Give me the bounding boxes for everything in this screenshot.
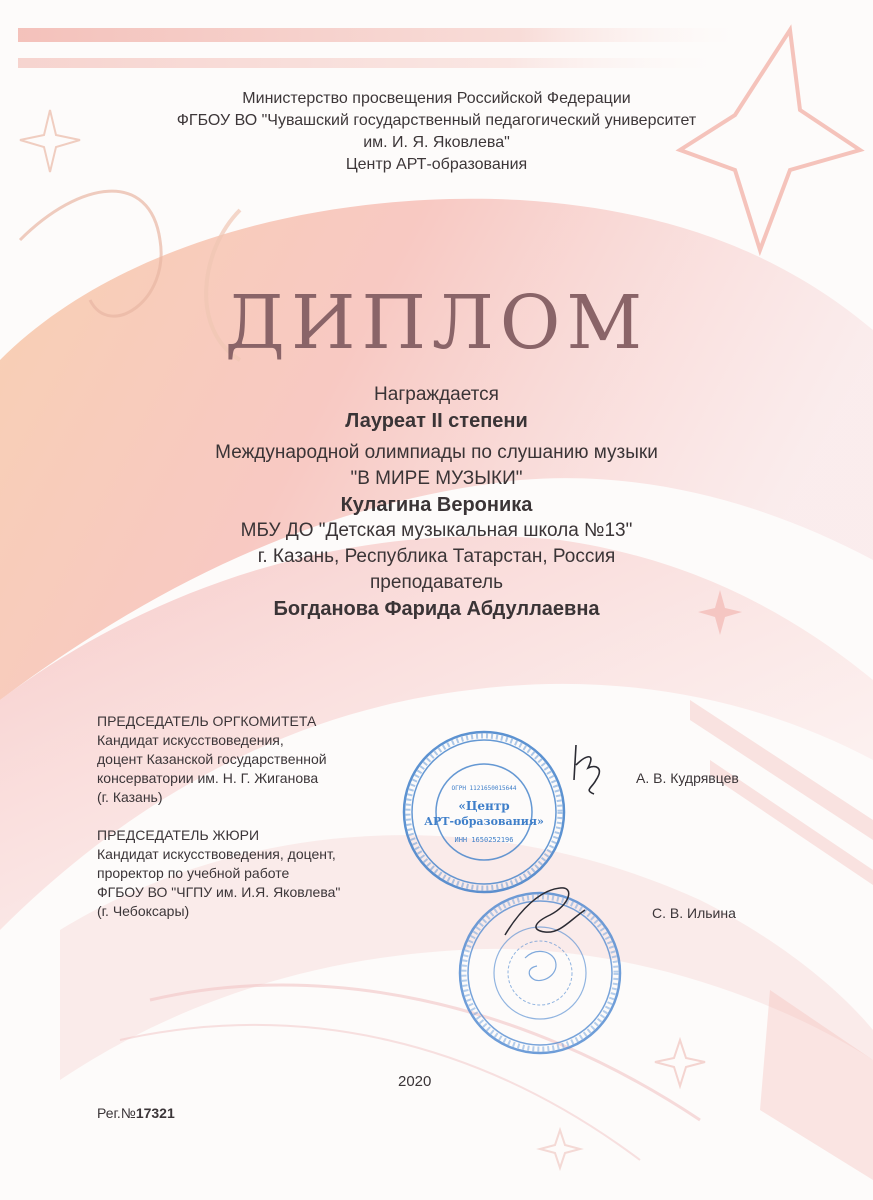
award-rank: Лауреат II степени [345, 410, 528, 432]
sig-line: ФГБОУ ВО "ЧГПУ им. И.Я. Яковлева" [97, 884, 341, 900]
university-name-line: им. И. Я. Яковлева" [363, 134, 510, 151]
year: 2020 [398, 1073, 432, 1090]
handwritten-signature-2 [500, 880, 590, 950]
handwritten-signature-1 [566, 740, 616, 800]
teacher-name: Богданова Фарида Абдуллаевна [273, 598, 600, 620]
signature-block-orgcommittee [97, 712, 327, 807]
ministry-line: Министерство просвещения Российской Федерации [242, 90, 631, 107]
star-shape-4 [655, 1040, 705, 1086]
signer-name-1: А. В. Кудрявцев [636, 770, 739, 786]
sig-line: (г. Казань) [97, 789, 163, 805]
stamp-center-top: «Центр [458, 799, 510, 813]
signature-block-jury [97, 826, 340, 921]
teacher-label: преподаватель [370, 572, 503, 593]
award-block [0, 382, 873, 622]
sig-line: Кандидат искусствоведения, [97, 732, 284, 748]
location-line: г. Казань, Республика Татарстан, Россия [257, 546, 616, 567]
reg-label: Рег.№ [97, 1105, 136, 1121]
event-name: "В МИРЕ МУЗЫКИ" [350, 468, 523, 489]
center-line: Центр АРТ-образования [345, 156, 528, 173]
school-line: МБУ ДО "Детская музыкальная школа №13" [240, 520, 633, 541]
stamp-center-bottom: АРТ-образования» [424, 815, 544, 828]
stamp-ogrn: ОГРН 1121650015644 [451, 785, 517, 792]
header-block [0, 88, 873, 176]
stamp-inn: ИНН 1650252196 [454, 836, 514, 844]
signer-name-2: С. В. Ильина [652, 905, 736, 921]
reg-number: 17321 [135, 1105, 175, 1121]
diploma-title: ДИПЛОМ [224, 280, 649, 366]
sig-line: консерватории им. Н. Г. Жиганова [97, 770, 319, 786]
awarded-label: Награждается [374, 384, 499, 405]
organization-stamp [400, 728, 568, 896]
sig-line: ПРЕДСЕДАТЕЛЬ ЖЮРИ [97, 827, 260, 843]
star-shape-5 [540, 1130, 580, 1168]
sig-line: доцент Казанской государственной [97, 751, 327, 767]
sig-line: проректор по учебной работе [97, 865, 290, 881]
participant-name: Кулагина Вероника [340, 494, 533, 516]
top-strip [18, 28, 738, 42]
sig-line: ПРЕДСЕДАТЕЛЬ ОРГКОМИТЕТА [97, 713, 317, 729]
sig-line: (г. Чебоксары) [97, 903, 190, 919]
sig-line: Кандидат искусствоведения, доцент, [97, 846, 336, 862]
top-strip-2 [18, 58, 718, 68]
registration-number [97, 1105, 175, 1121]
event-line: Международной олимпиады по слушанию музыки [215, 442, 658, 463]
university-line: ФГБОУ ВО "Чувашский государственный педагогический университет [176, 112, 697, 129]
